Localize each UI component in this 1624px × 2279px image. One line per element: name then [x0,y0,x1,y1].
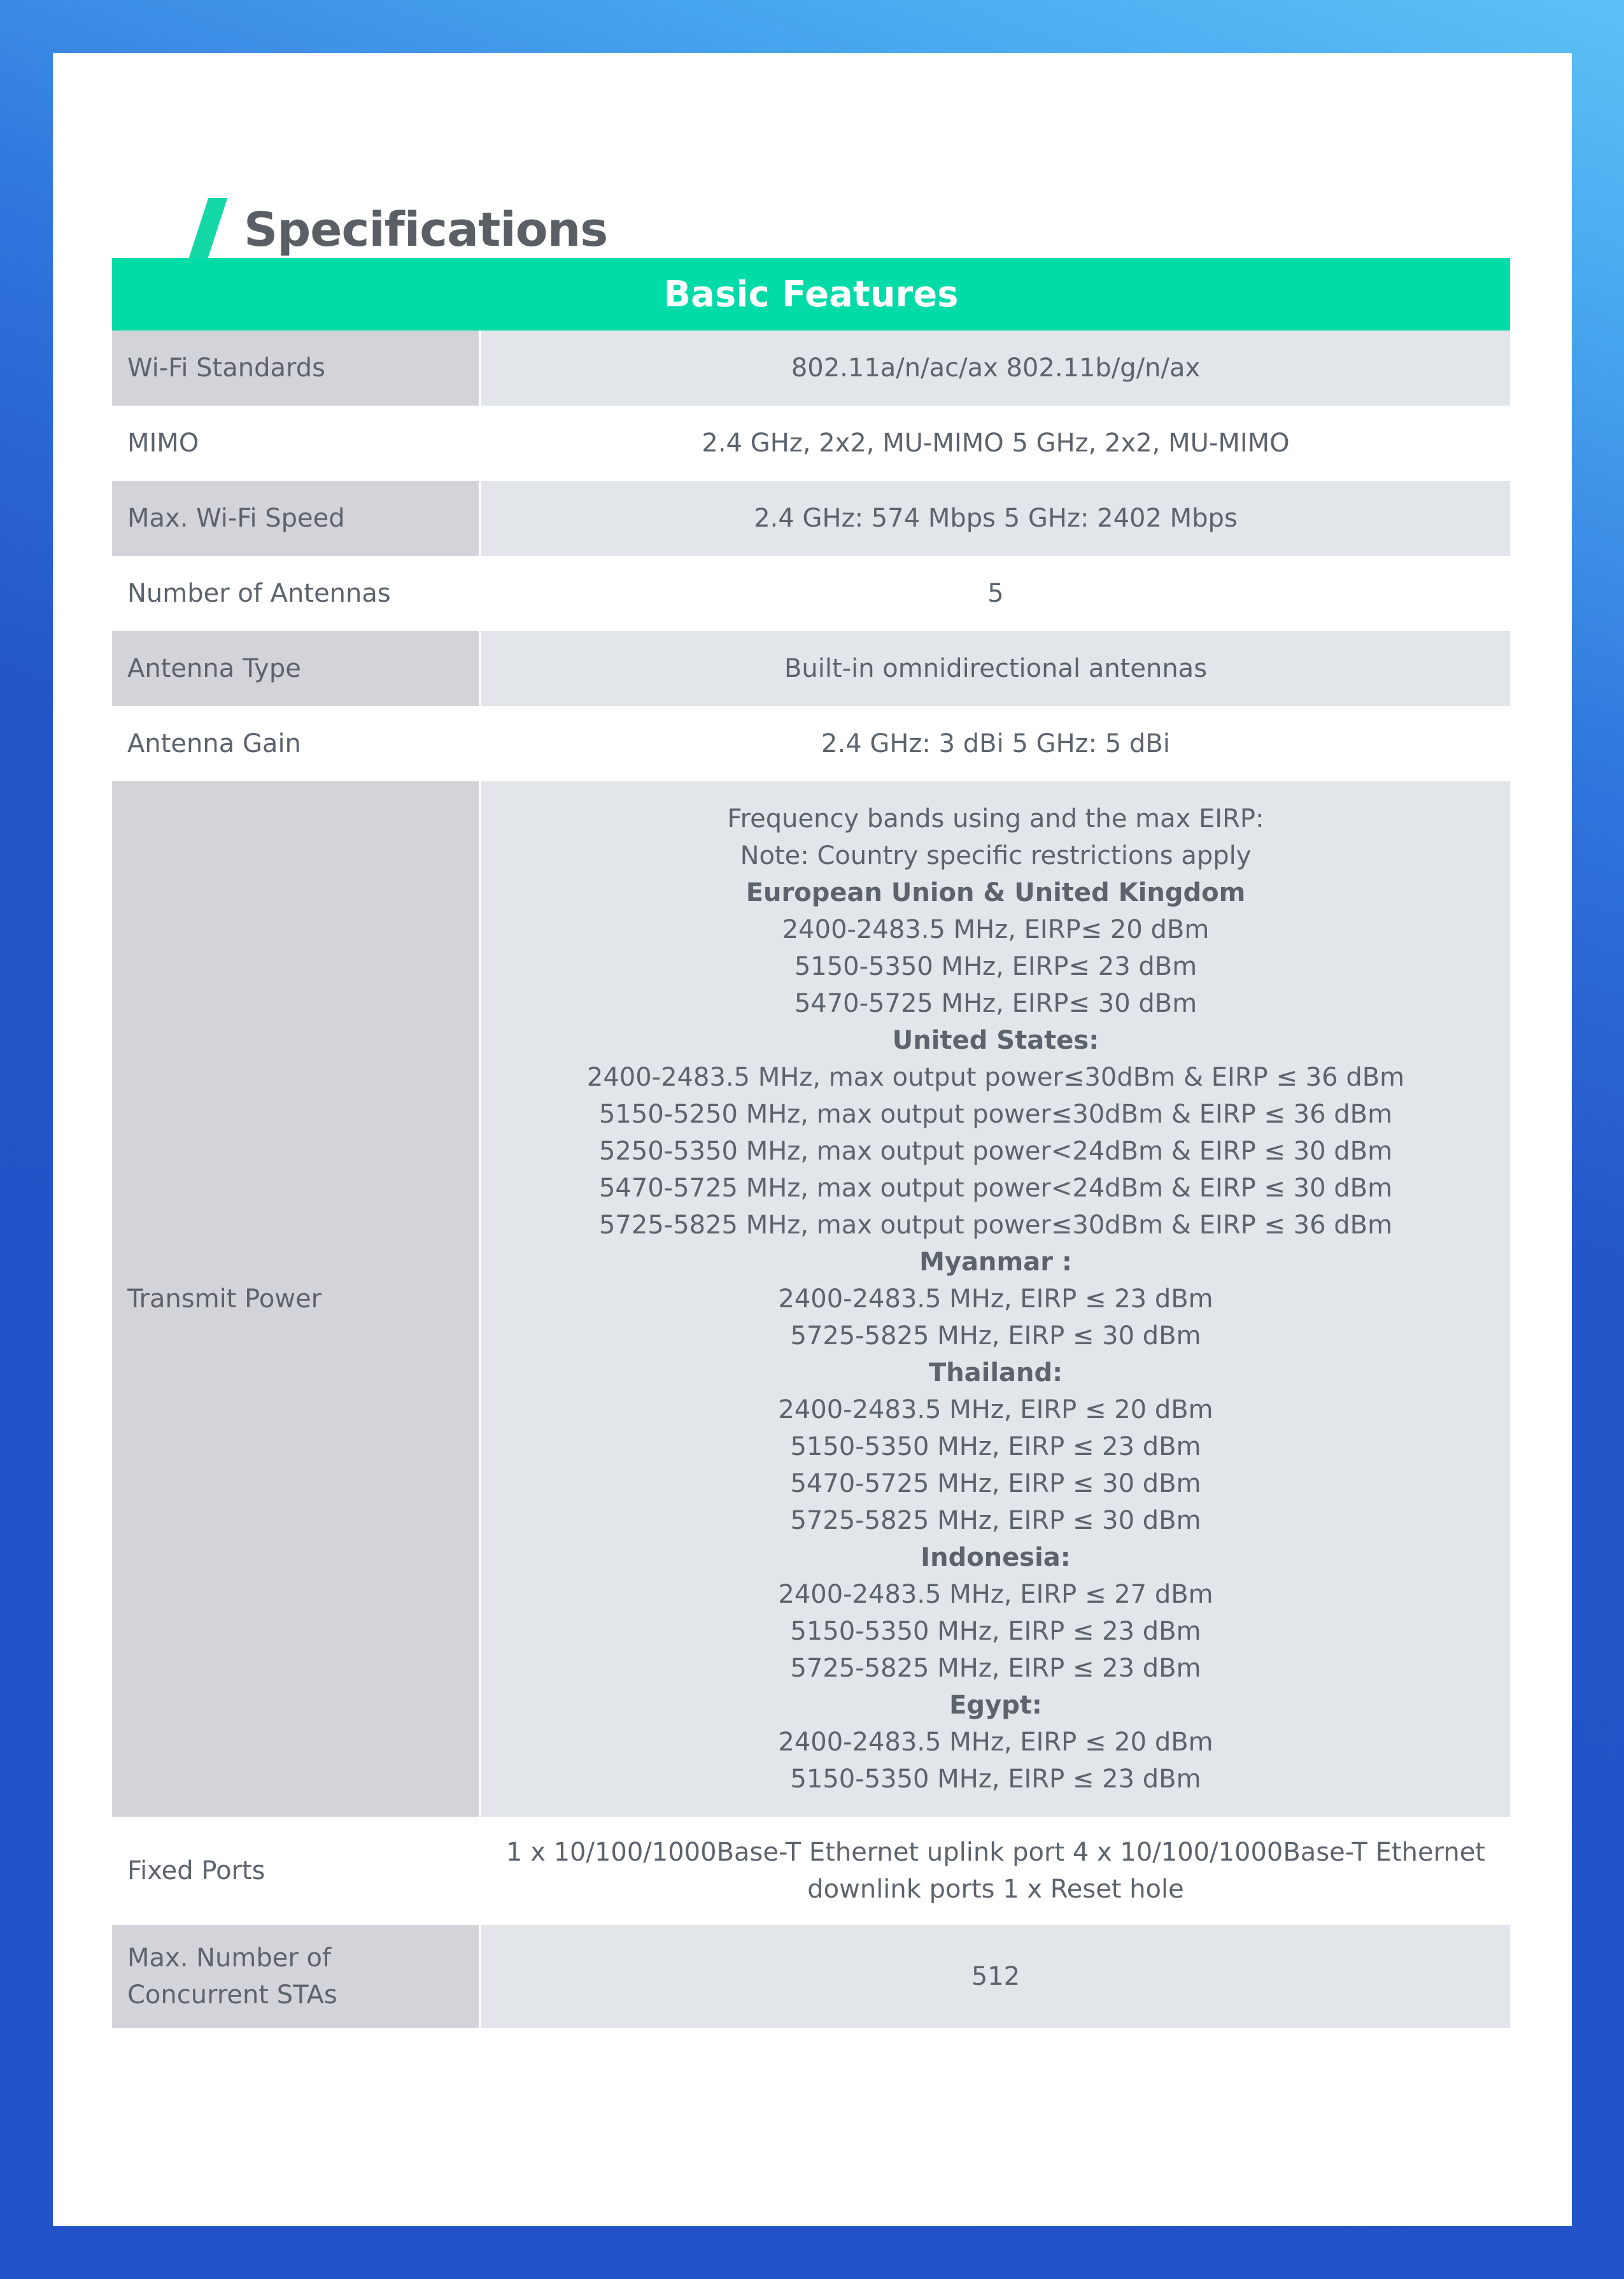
power-line: 2400-2483.5 MHz, EIRP≤ 20 dBm [782,915,1210,944]
table-row [112,406,1510,481]
row-label: MIMO [112,406,480,481]
accent-slash-icon [188,198,227,262]
power-line: 5150-5350 MHz, EIRP ≤ 23 dBm [790,1432,1201,1461]
power-line: 5150-5350 MHz, EIRP ≤ 23 dBm [790,1617,1201,1646]
table-row [112,706,1510,781]
table-row [112,481,1510,556]
region-heading: Thailand: [928,1358,1063,1388]
region-heading: European Union & United Kingdom [745,878,1246,907]
power-line: 5250-5350 MHz, max output power<24dBm & EIRP ≤ 30 dBm [598,1137,1393,1166]
power-line: 5725-5825 MHz, EIRP ≤ 23 dBm [790,1654,1201,1683]
transmit-power-values [480,781,1510,1817]
row-value: 5 [480,556,1510,631]
power-line: 5470-5725 MHz, EIRP≤ 30 dBm [794,989,1197,1018]
table-row [112,330,1510,406]
transmit-power-row [112,781,1510,1817]
power-line: 2400-2483.5 MHz, EIRP ≤ 20 dBm [778,1728,1213,1757]
fixed-ports-line: downlink ports 1 x Reset hole [807,1875,1184,1904]
row-value: 512 [480,1925,1510,2028]
table-row [112,556,1510,631]
row-value: 802.11a/n/ac/ax 802.11b/g/n/ax [480,330,1510,406]
power-line: 5150-5350 MHz, EIRP ≤ 23 dBm [790,1764,1201,1794]
page-heading [190,198,607,262]
row-label-line: Concurrent STAs [127,1980,337,2010]
row-value: 2.4 GHz, 2x2, MU-MIMO 5 GHz, 2x2, MU-MIMO [480,406,1510,481]
fixed-ports-row [112,1817,1510,1925]
region-heading: Egypt: [949,1691,1042,1720]
row-value [480,1817,1510,1925]
row-label-line: Max. Number of [127,1943,332,1973]
row-value: 2.4 GHz: 3 dBi 5 GHz: 5 dBi [480,706,1510,781]
region-heading: Myanmar : [919,1247,1072,1277]
power-line: 2400-2483.5 MHz, max output power≤30dBm & EIRP ≤ 36 dBm [586,1063,1405,1092]
power-line: 5150-5250 MHz, max output power≤30dBm & EIRP ≤ 36 dBm [598,1100,1393,1129]
power-line: Note: Country specific restrictions apply [740,841,1252,870]
power-line: Frequency bands using and the max EIRP: [727,804,1264,834]
row-value: Built-in omnidirectional antennas [480,631,1510,706]
power-line: 5725-5825 MHz, EIRP ≤ 30 dBm [790,1506,1201,1535]
fixed-ports-line: 1 x 10/100/1000Base-T Ethernet uplink port 4 x 10/100/1000Base-T Ethernet [506,1838,1485,1867]
power-line: 2400-2483.5 MHz, EIRP ≤ 27 dBm [778,1580,1213,1609]
concurrent-stas-row [112,1925,1510,2028]
row-label: Wi-Fi Standards [112,330,480,406]
section-header: Basic Features [112,258,1510,330]
table-row [112,631,1510,706]
row-label: Number of Antennas [112,556,480,631]
power-line: 5725-5825 MHz, EIRP ≤ 30 dBm [790,1321,1201,1351]
power-line: 2400-2483.5 MHz, EIRP ≤ 20 dBm [778,1395,1213,1424]
row-label [112,1925,480,2028]
power-line: 5470-5725 MHz, EIRP ≤ 30 dBm [790,1469,1201,1498]
row-label: Antenna Type [112,631,480,706]
page-title: Specifications [244,202,608,257]
region-heading: United States: [892,1026,1099,1055]
section-header-row [112,258,1510,330]
power-line: 5470-5725 MHz, max output power<24dBm & EIRP ≤ 30 dBm [598,1174,1393,1203]
specifications-table [112,258,1510,2028]
row-label: Antenna Gain [112,706,480,781]
row-label: Fixed Ports [112,1817,480,1925]
row-value: 2.4 GHz: 574 Mbps 5 GHz: 2402 Mbps [480,481,1510,556]
row-label: Transmit Power [112,781,480,1817]
row-label: Max. Wi-Fi Speed [112,481,480,556]
power-line: 5725-5825 MHz, max output power≤30dBm & EIRP ≤ 36 dBm [598,1210,1393,1240]
region-heading: Indonesia: [921,1543,1071,1572]
power-line: 5150-5350 MHz, EIRP≤ 23 dBm [794,952,1197,981]
power-line: 2400-2483.5 MHz, EIRP ≤ 23 dBm [778,1284,1213,1314]
